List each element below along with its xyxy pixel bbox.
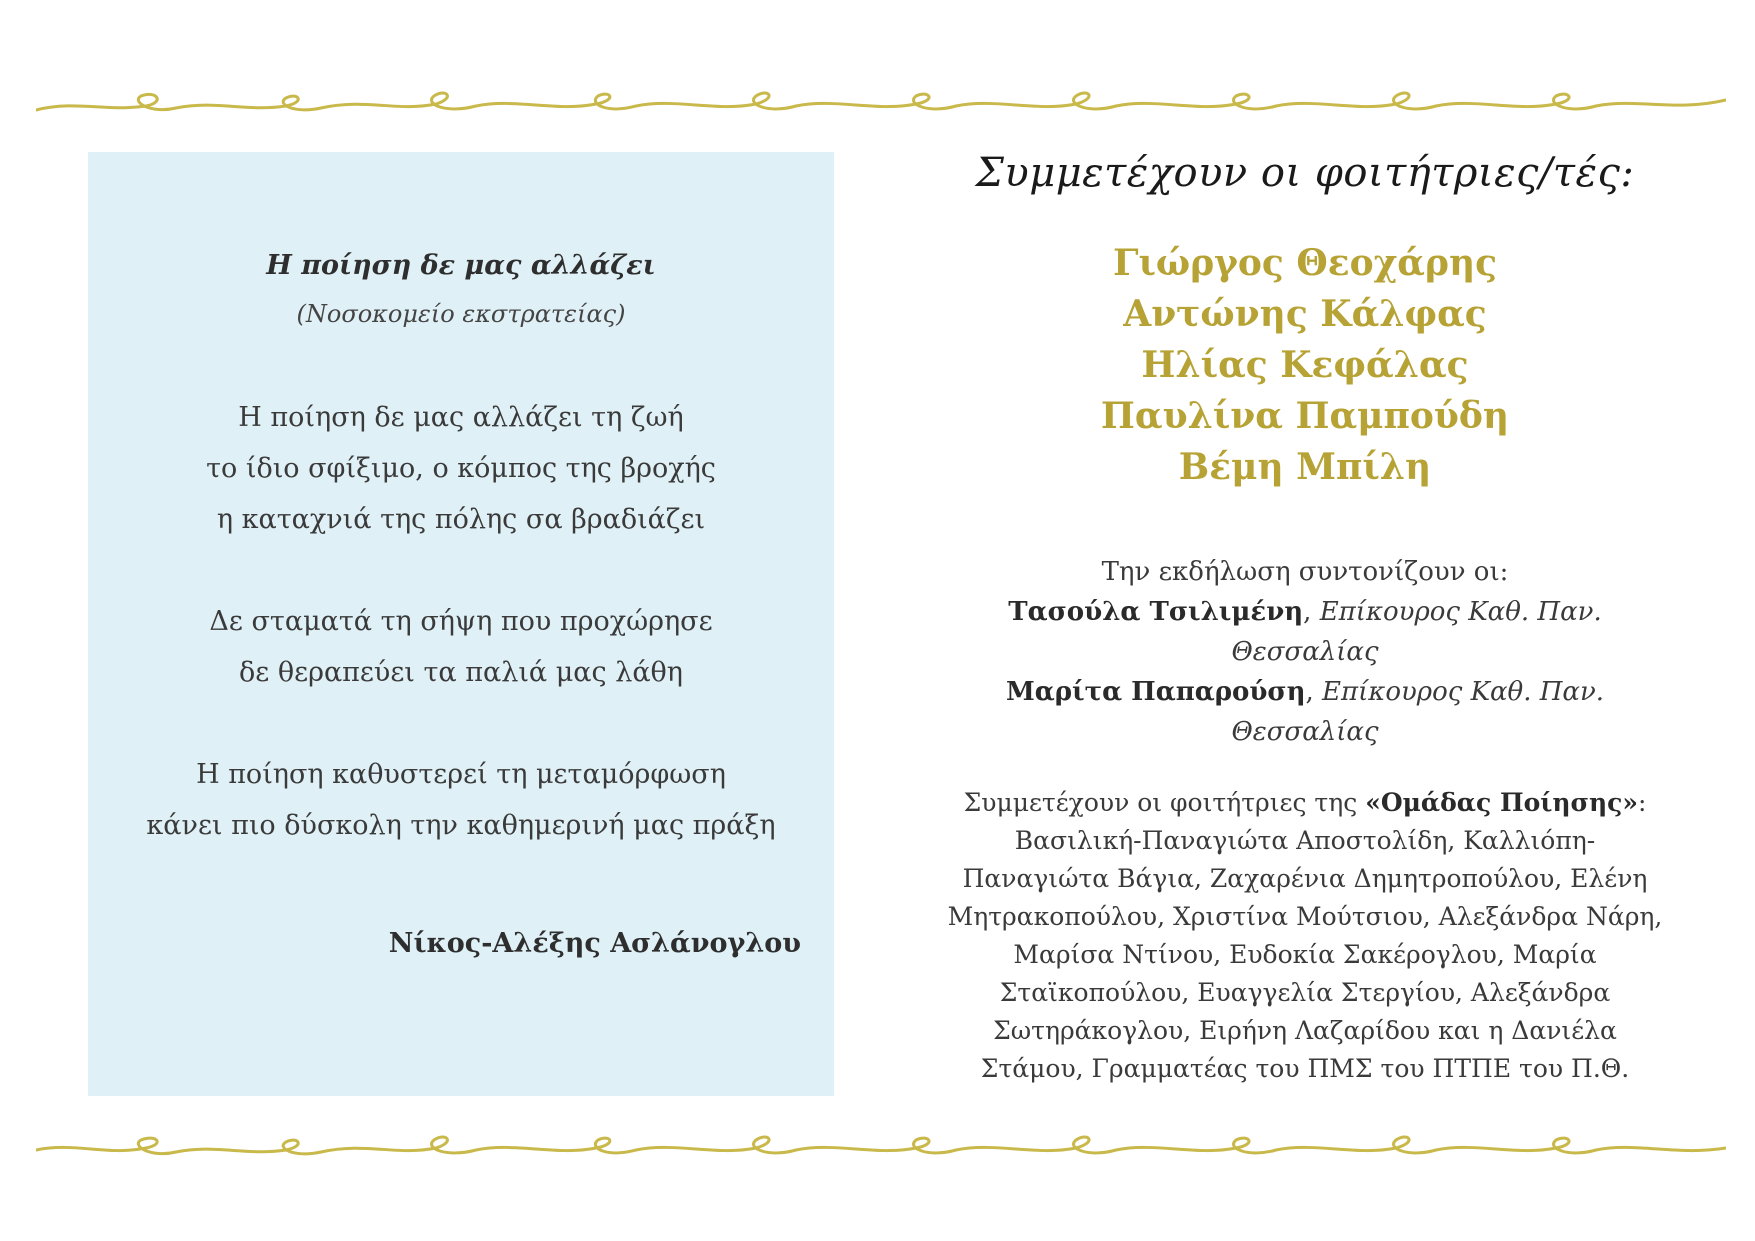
bottom-ornamental-border	[36, 1126, 1726, 1172]
group-member-line: Σωτηράκογλου, Ειρήνη Λαζαρίδου και η Δανιέλα	[993, 1016, 1617, 1045]
coordinator	[920, 592, 1690, 632]
coordinators-block	[920, 552, 1690, 752]
group-intro	[920, 784, 1690, 822]
coordinator-role-line	[920, 712, 1690, 752]
separator-comma: ,	[1303, 597, 1320, 627]
coordinators-intro: Την εκδήλωση συντονίζουν οι:	[1101, 557, 1509, 587]
student-name: Αντώνης Κάλφας	[1123, 293, 1487, 335]
student-list	[920, 238, 1690, 493]
poem-title: Η ποίηση δε μας αλλάζει	[266, 250, 656, 281]
top-ornamental-border	[36, 82, 1726, 128]
poem-stanza-3	[88, 749, 834, 851]
group-member-line: Παναγιώτα Βάγια, Ζαχαρένια Δημητροπούλου, Ελένη	[962, 864, 1648, 893]
coordinator-role: Θεσσαλίας	[1231, 637, 1379, 667]
student-name: Ηλίας Κεφάλας	[1141, 344, 1469, 386]
group-member-line: Μητρακοπούλου, Χριστίνα Μούτσιου, Αλεξάνδρα Νάρη,	[947, 902, 1663, 931]
coordinator-role: Θεσσαλίας	[1231, 717, 1379, 747]
coordinator-role-line	[920, 632, 1690, 672]
poem-line: το ίδιο σφίξιμο, ο κόμπος της βροχής	[206, 453, 716, 484]
coordinator-role: Επίκουρος Καθ. Παν.	[1322, 677, 1605, 707]
coordinator-name: Μαρίτα Παπαρούση	[1005, 677, 1306, 707]
poem-line: κάνει πιο δύσκολη την καθημερινή μας πράξη	[146, 810, 776, 841]
poem-author: Νίκος-Αλέξης Ασλάνογλου	[388, 928, 801, 959]
student-name: Παυλίνα Παμπούδη	[1100, 395, 1510, 437]
separator-comma: ,	[1305, 677, 1323, 707]
poem-line: δε θεραπεύει τα παλιά μας λάθη	[239, 657, 683, 688]
poetry-group-block	[920, 784, 1690, 1088]
poem-subtitle: (Νοσοκομείο εκστρατείας)	[296, 300, 626, 328]
poem-line: Δε σταματά τη σήψη που προχώρησε	[209, 606, 713, 637]
participants-heading: Συμμετέχουν οι φοιτήτριες/τές:	[975, 150, 1635, 196]
poem-line: Η ποίηση καθυστερεί τη μεταμόρφωση	[196, 759, 726, 790]
group-intro-suffix: :	[1637, 788, 1647, 817]
group-member-line: Βασιλική-Παναγιώτα Αποστολίδη, Καλλιόπη-	[1014, 826, 1596, 855]
student-name: Βέμη Μπίλη	[1178, 446, 1432, 488]
poem-stanza-2	[88, 596, 834, 698]
coordinator-name: Τασούλα Τσιλιμένη	[1008, 597, 1304, 627]
group-member-line: Μαρίσα Ντίνου, Ευδοκία Σακέρογλου, Μαρία	[1013, 940, 1597, 969]
poem-line: η καταχνιά της πόλης σα βραδιάζει	[216, 504, 706, 535]
student-name: Γιώργος Θεοχάρης	[1112, 242, 1498, 284]
coordinator	[920, 672, 1690, 712]
coordinator-role: Επίκουρος Καθ. Παν.	[1319, 597, 1602, 627]
poem-line: Η ποίηση δε μας αλλάζει τη ζωή	[238, 402, 684, 433]
group-intro-prefix: Συμμετέχουν οι φοιτήτριες της	[963, 788, 1366, 817]
poem-stanza-1	[88, 392, 834, 545]
group-member-line: Στάμου, Γραμματέας του ΠΜΣ του ΠΤΠΕ του Π.Θ.	[980, 1054, 1630, 1083]
poem-panel	[88, 152, 834, 1096]
group-name: «Ομάδας Ποίησης»	[1365, 788, 1638, 817]
group-member-line: Σταϊκοπούλου, Ευαγγελία Στεργίου, Αλεξάνδρα	[999, 978, 1611, 1007]
